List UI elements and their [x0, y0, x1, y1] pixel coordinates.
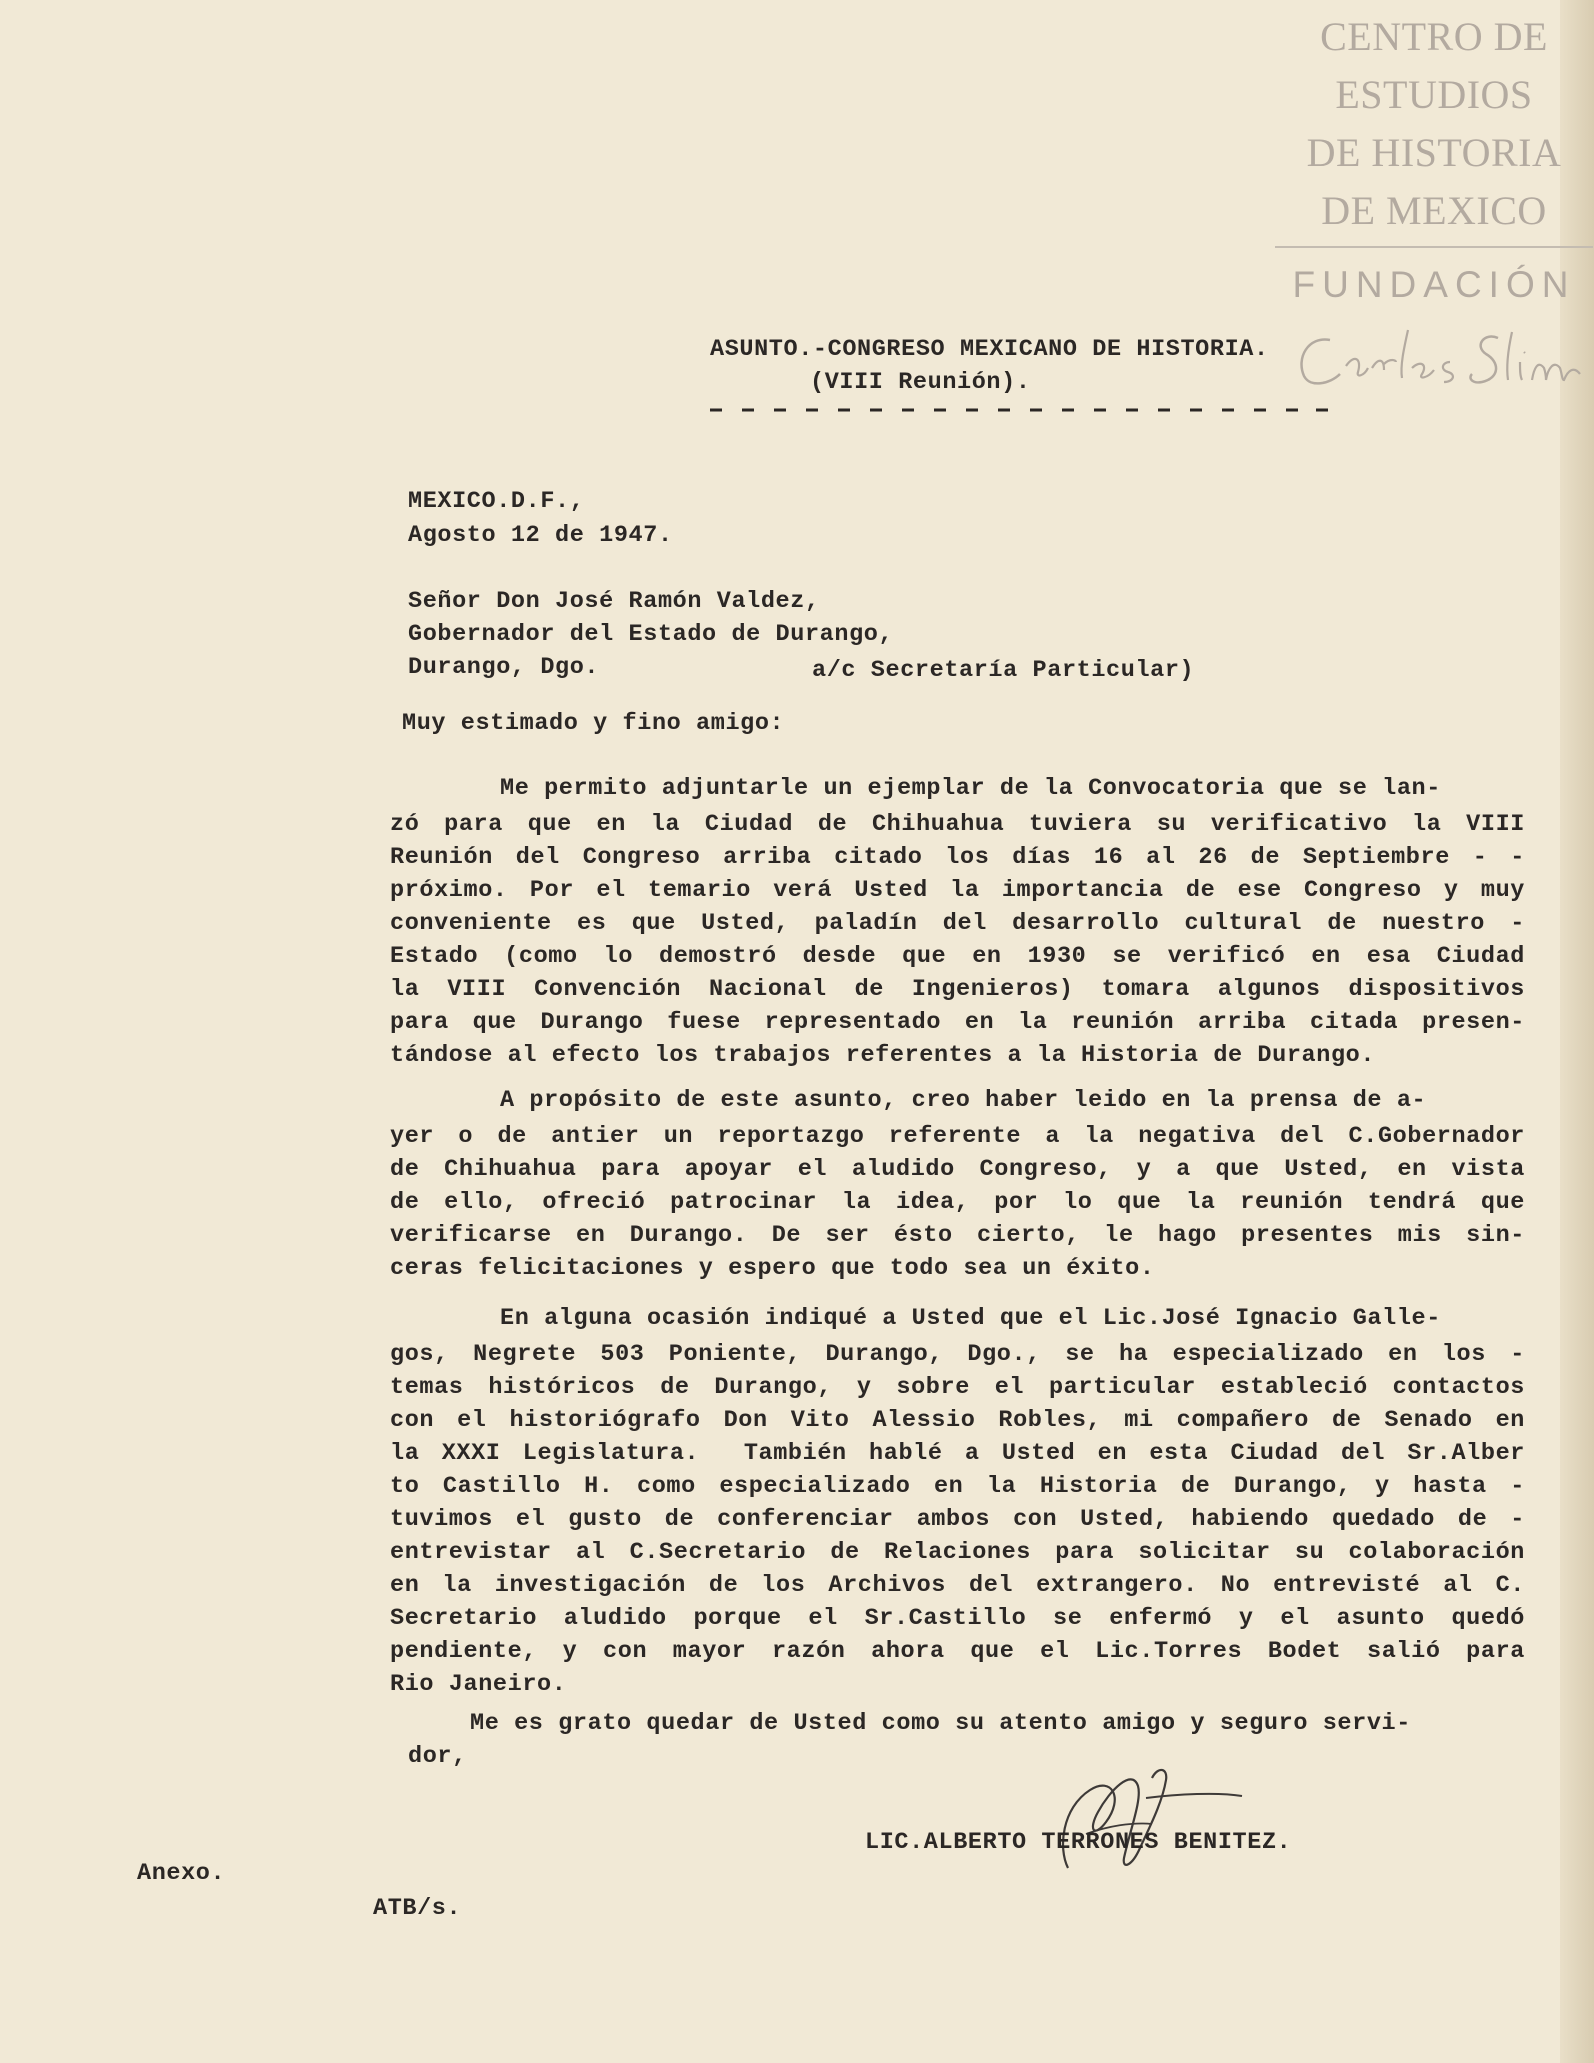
paragraph-3: [390, 1338, 1525, 1701]
place-line: MEXICO.D.F.,: [408, 488, 585, 515]
date-line: Agosto 12 de 1947.: [408, 522, 673, 549]
watermark-line: DE MEXICO: [1321, 188, 1547, 233]
watermark-line: ESTUDIOS: [1335, 72, 1533, 117]
paragraph-line: tándose al efecto los trabajos referentes a la Historia de Durango.: [390, 1042, 1376, 1069]
signatory-name: LIC.ALBERTO TERRONES BENITEZ.: [865, 1829, 1292, 1856]
watermark-divider: [1275, 246, 1593, 248]
paragraph-line: yer o de antier un reportazgo referente a la negativa del C.Gobernador: [390, 1123, 1525, 1150]
paragraph-line: Estado (como lo demostró desde que en 1930 se verificó en esa Ciudad: [390, 943, 1525, 970]
paragraph-line: zó para que en la Ciudad de Chihuahua tuviera su verificativo la VIII: [390, 811, 1525, 838]
paragraph-line: de Chihuahua para apoyar el aludido Congreso, y a que Usted, en vista: [390, 1156, 1525, 1183]
paragraph-line: la VIII Convención Nacional de Ingenieros) tomara algunos dispositivos: [390, 976, 1525, 1003]
paragraph-line: en la investigación de los Archivos del extrangero. No entrevisté al C.: [390, 1572, 1525, 1599]
watermark-line: DE HISTORIA: [1306, 130, 1562, 175]
paragraph-2-first-line: A propósito de este asunto, creo haber leido en la prensa de a-: [500, 1087, 1427, 1114]
paragraph-line: entrevistar al C.Secretario de Relaciones para solicitar su colaboración: [390, 1539, 1525, 1566]
subject-underline-dashes: [710, 398, 1330, 422]
paragraph-line: Secretario aludido porque el Sr.Castillo se enfermó y el asunto quedó: [390, 1605, 1525, 1632]
paragraph-line: verificarse en Durango. De ser ésto cierto, le hago presentes mis sin-: [390, 1222, 1525, 1249]
annex-label: Anexo.: [137, 1860, 226, 1887]
paragraph-line: conveniente es que Usted, paladín del desarrollo cultural de nuestro -: [390, 910, 1525, 937]
paragraph-line: de ello, ofreció patrocinar la idea, por lo que la reunión tendrá que: [390, 1189, 1525, 1216]
recipient-name: Señor Don José Ramón Valdez,: [408, 588, 820, 615]
paragraph-line: la XXXI Legislatura. También hablé a Usted en esta Ciudad del Sr.Alber: [390, 1440, 1525, 1467]
recipient-city: Durango, Dgo.: [408, 654, 600, 681]
paragraph-2: [390, 1120, 1525, 1285]
paragraph-line: Reunión del Congreso arriba citado los días 16 al 26 de Septiembre - -: [390, 844, 1525, 871]
paragraph-1: [390, 808, 1525, 1072]
paragraph-line: to Castillo H. como especializado en la Historia de Durango, y hasta -: [390, 1473, 1525, 1500]
handwritten-signature: [1028, 1738, 1258, 1898]
paragraph-line: Rio Janeiro.: [390, 1671, 567, 1698]
subject-line: ASUNTO.-CONGRESO MEXICANO DE HISTORIA.: [710, 336, 1269, 363]
care-of-line: a/c Secretaría Particular): [812, 657, 1195, 684]
recipient-title: Gobernador del Estado de Durango,: [408, 621, 894, 648]
closing-line: Me es grato quedar de Usted como su atento amigo y seguro servi-: [470, 1710, 1411, 1737]
subject-reunion: (VIII Reunión).: [810, 369, 1031, 396]
paragraph-line: próximo. Por el temario verá Usted la importancia de ese Congreso y muy: [390, 877, 1525, 904]
carlos-slim-signature-logo: [1288, 318, 1588, 398]
paragraph-line: gos, Negrete 503 Poniente, Durango, Dgo., se ha especializado en los -: [390, 1341, 1525, 1368]
paragraph-1-first-line: Me permito adjuntarle un ejemplar de la Convocatoria que se lan-: [500, 775, 1441, 802]
paragraph-line: con el historiógrafo Don Vito Alessio Robles, mi compañero de Senado en: [390, 1407, 1525, 1434]
archive-watermark: [1275, 8, 1593, 310]
paragraph-line: ceras felicitaciones y espero que todo sea un éxito.: [390, 1255, 1155, 1282]
typist-initials: ATB/s.: [373, 1895, 462, 1922]
watermark-line: CENTRO DE: [1320, 14, 1548, 59]
salutation: Muy estimado y fino amigo:: [402, 710, 785, 737]
paragraph-line: pendiente, y con mayor razón ahora que el Lic.Torres Bodet salió para: [390, 1638, 1525, 1665]
paragraph-line: temas históricos de Durango, y sobre el particular estableció contactos: [390, 1374, 1525, 1401]
closing-line-end: dor,: [408, 1743, 467, 1770]
watermark-foundation: FUNDACIÓN: [1292, 264, 1576, 305]
paragraph-line: para que Durango fuese representado en la reunión arriba citada presen-: [390, 1009, 1525, 1036]
paragraph-3-first-line: En alguna ocasión indiqué a Usted que el Lic.José Ignacio Galle-: [500, 1305, 1441, 1332]
paragraph-line: tuvimos el gusto de conferenciar ambos con Usted, habiendo quedado de -: [390, 1506, 1525, 1533]
